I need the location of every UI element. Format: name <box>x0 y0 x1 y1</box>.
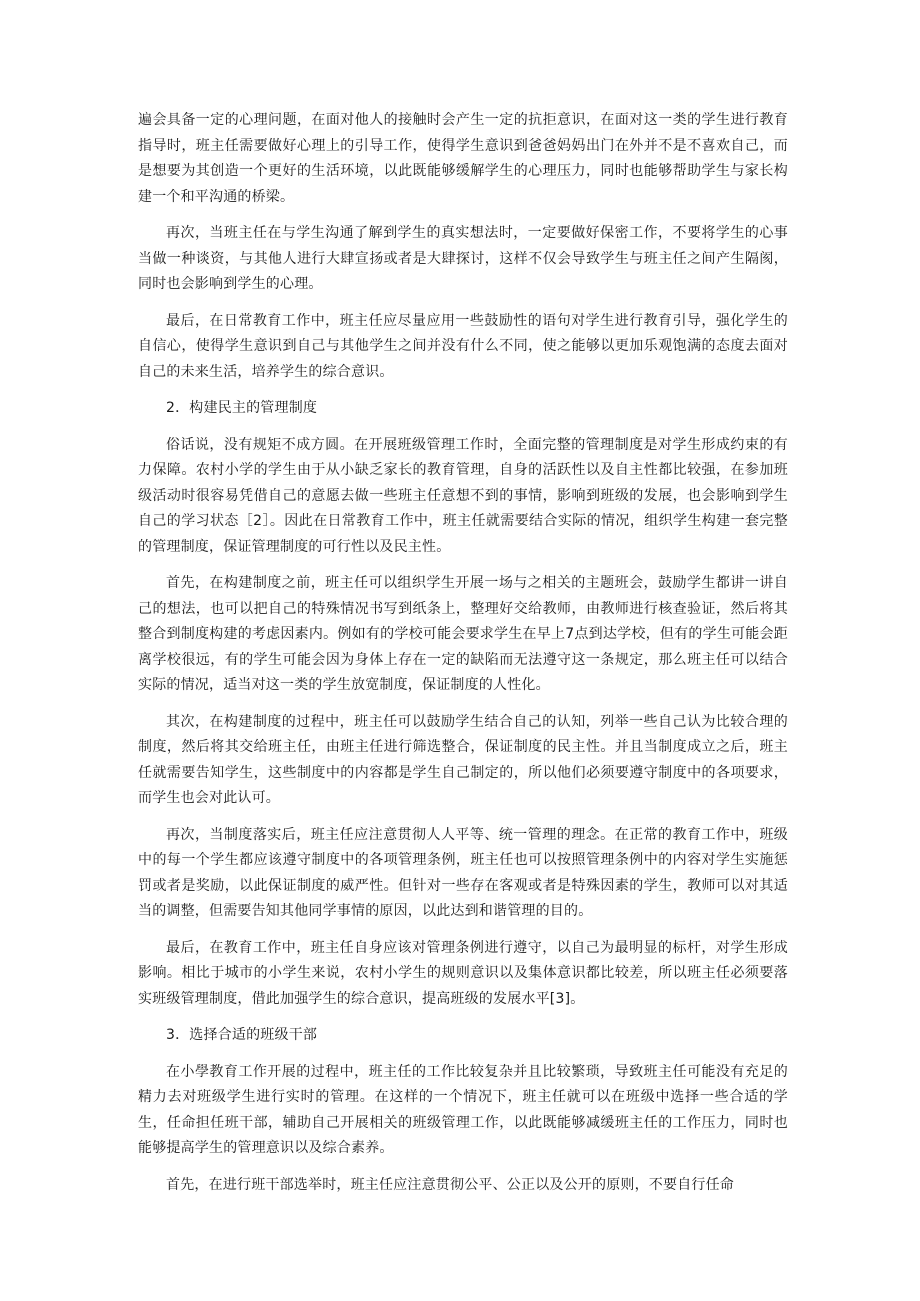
section-heading: 3．选择合适的班级干部 <box>166 1027 318 1043</box>
paragraph: 遍会具备一定的心理问题，在面对他人的接触时会产生一定的抗拒意识，在面对这一类的学生进行教育指导时，班主任需要做好心理上的引导工作，使得学生意识到爸爸妈妈出门在外并不是不喜欢自己，而是想要为其创造一个更好的生活环境，以此既能够缓解学生的心理压力，同时也能够帮助学生与家长构建一个和平沟通的桥梁。 <box>138 112 788 205</box>
paragraph: 再次，当制度落实后，班主任应注意贯彻人人平等、统一管理的理念。在正常的教育工作中，班级中的每一个学生都应该遵守制度中的各项管理条例，班主任也可以按照管理条例中的内容对学生实施惩罚或者是奖励，以此保证制度的威严性。但针对一些存在客观或者是特殊因素的学生，教师可以对其适当的调整，但需要告知其他同学事情的原因，以此达到和谐管理的目的。 <box>138 826 788 919</box>
paragraph: 俗话说，没有规矩不成方圆。在开展班级管理工作时，全面完整的管理制度是对学生形成约束的有力保障。农村小学的学生由于从小缺乏家长的教育管理，自身的活跃性以及自主性都比较强，在参加班级活动时很容易凭借自己的意愿去做一些班主任意想不到的事情，影响到班级的发展，也会影响到学生自己的学习状态［2］。因此在日常教育工作中，班主任就需要结合实际的情况，组织学生构建一套完整的管理制度，保证管理制度的可行性以及民主性。 <box>138 436 788 555</box>
paragraph: 首先，在构建制度之前，班主任可以组织学生开展一场与之相关的主题班会，鼓励学生都讲一讲自己的想法，也可以把自己的特殊情况书写到纸条上，整理好交给教师，由教师进行核查验证，然后将其整合到制度构建的考虑因素内。例如有的学校可能会要求学生在早上7点到达学校，但有的学生可能会距离学校很远，有的学生可能会因为身体上存在一定的缺陷而无法遵守这一条规定，那么班主任可以结合实际的情况，适当对这一类的学生放宽制度，保证制度的人性化。 <box>138 575 788 693</box>
paragraph: 其次，在构建制度的过程中，班主任可以鼓励学生结合自己的认知，列举一些自己认为比较合理的制度，然后将其交给班主任，由班主任进行筛选整合，保证制度的民主性。并且当制度成立之后，班主任就需要告知学生，这些制度中的内容都是学生自己制定的，所以他们必须要遵守制度中的各项要求，而学生也会对此认可。 <box>138 713 788 806</box>
document-page <box>138 108 788 1209</box>
section-heading: 2．构建民主的管理制度 <box>166 400 318 416</box>
paragraph: 最后，在日常教育工作中，班主任应尽量应用一些鼓励性的语句对学生进行教育引导，强化学生的自信心，使得学生意识到自己与其他学生之间并没有什么不同，使之能够以更加乐观饱满的态度去面对自己的未来生活，培养学生的综合意识。 <box>138 312 788 380</box>
paragraph: 再次，当班主任在与学生沟通了解到学生的真实想法时，一定要做好保密工作，不要将学生的心事当做一种谈资，与其他人进行大肆宣扬或者是大肆探讨，这样不仅会导致学生与班主任之间产生隔阂，同时也会影响到学生的心理。 <box>138 225 788 292</box>
paragraph: 最后，在教育工作中，班主任自身应该对管理条例进行遵守，以自己为最明显的标杆，对学生形成影响。相比于城市的小学生来说，农村小学生的规则意识以及集体意识都比较差，所以班主任必须要落实班级管理制度，借此加强学生的综合意识，提高班级的发展水平[3]。 <box>138 939 788 1007</box>
paragraph: 在小學教育工作开展的过程中，班主任的工作比较复杂并且比较繁琐，导致班主任可能没有充足的精力去对班级学生进行实时的管理。在这样的一个情况下，班主任就可以在班级中选择一些合适的学生，任命担任班干部，辅助自己开展相关的班级管理工作，以此既能够减缓班主任的工作压力，同时也能够提高学生的管理意识以及综合素养。 <box>138 1063 788 1156</box>
paragraph: 首先，在进行班干部选举时，班主任应注意贯彻公平、公正以及公开的原则，不要自行任命 <box>166 1176 734 1193</box>
